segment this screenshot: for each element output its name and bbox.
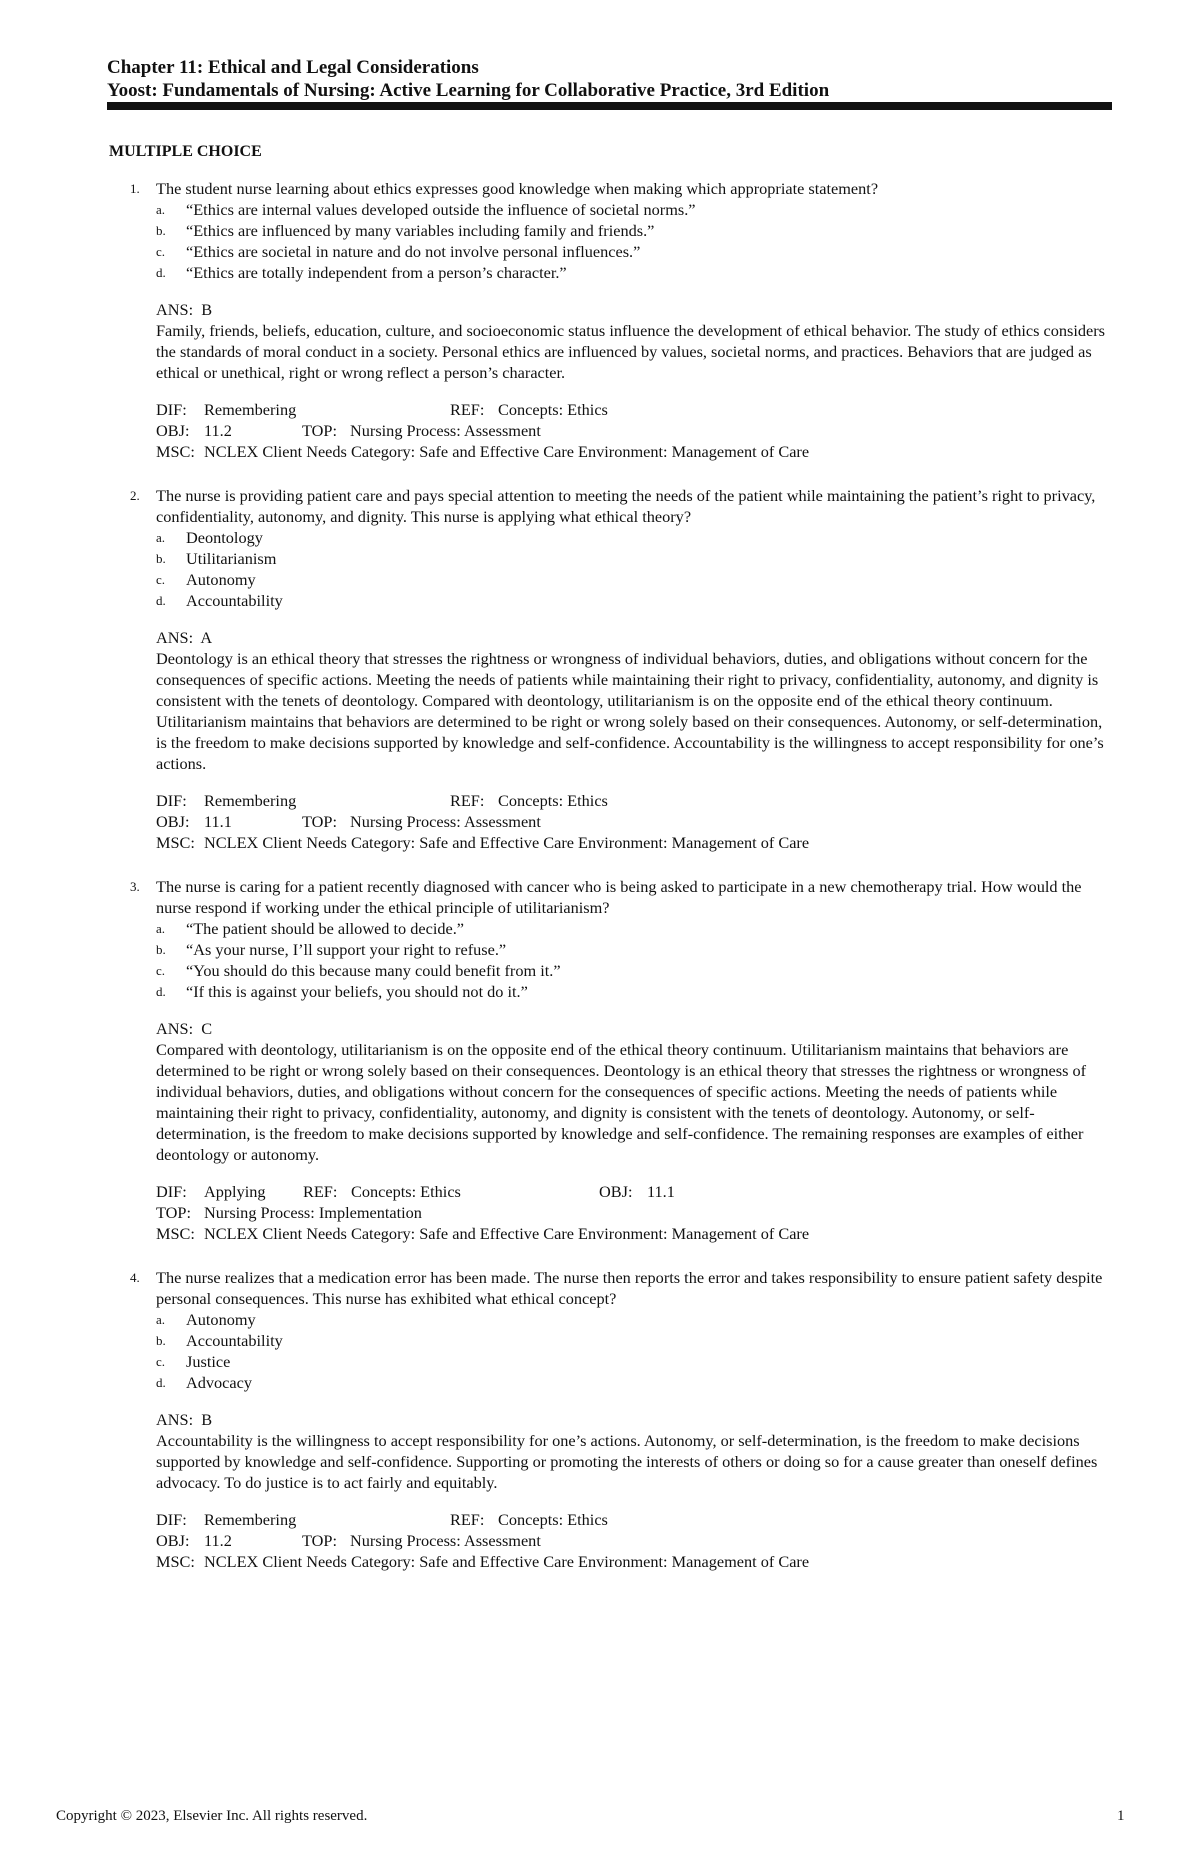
question-number: 4. [130,1270,140,1285]
top-value: Nursing Process: Assessment [350,812,541,831]
question-4 [130,1267,1110,1572]
question-metadata [156,399,1110,462]
top-label: TOP: [302,1531,337,1550]
book-title: Yoost: Fundamentals of Nursing: Active Learning for Collaborative Practice, 3rd Edition [107,80,830,101]
option-a [156,1309,1110,1330]
top-label: TOP: [156,1203,191,1222]
ref-value: Concepts: Ethics [351,1182,461,1201]
msc-value: NCLEX Client Needs Category: Safe and Effective Care Environment: Management of Care [204,442,810,461]
option-a [156,918,1110,939]
page-header [107,56,1112,102]
option-letter: a. [156,530,166,545]
msc-label: MSC: [156,833,195,852]
obj-label: OBJ: [156,421,190,440]
option-b [156,939,1110,960]
option-text: “As your nurse, I’ll support your right to refuse.” [186,940,507,959]
obj-label: OBJ: [156,1531,190,1550]
option-text: “Ethics are totally independent from a person’s character.” [186,263,567,282]
answer-label: ANS: [156,1410,194,1429]
question-number: 3. [130,879,140,894]
option-letter: a. [156,202,166,217]
option-b [156,548,1110,569]
option-list [156,199,1110,283]
top-value: Nursing Process: Assessment [350,421,541,440]
msc-label: MSC: [156,1224,195,1243]
option-b [156,1330,1110,1351]
question-stem: The nurse is providing patient care and pays special attention to meeting the needs of the patient while maintaining the patient’s right to privacy, confidentiality, autonomy, and dignity. This nurse is applying what ethical theory? [156,486,1096,526]
option-list [156,1309,1110,1393]
option-c [156,1351,1110,1372]
page-number: 1 [1117,1808,1125,1824]
option-letter: b. [156,551,166,566]
answer-value: C [201,1019,213,1038]
ref-value: Concepts: Ethics [498,791,608,810]
answer-value: A [200,628,213,647]
msc-value: NCLEX Client Needs Category: Safe and Effective Care Environment: Management of Care [204,1552,810,1571]
question-3 [130,876,1110,1244]
question-2 [130,485,1110,853]
answer-line [156,1409,1110,1430]
rationale: Compared with deontology, utilitarianism is on the opposite end of the ethical theory continuum. Utilitarianism maintains that behaviors are determined to be right or wrong solely based on their consequences. Deontology is an ethical theory that stresses the rightness or wrongness of individual behaviors, duties, and obligations without concern for the consequences of specific actions. Meeting the needs of patients while maintaining their right to privacy, confidentiality, autonomy, and dignity is consistent with the tenets of deontology. Autonomy, or self-determination, is the freedom to make decisions supported by knowledge and self-confidence. The remaining responses are examples of either deontology or autonomy. [156,1040,1087,1164]
option-d [156,981,1110,1002]
obj-value: 11.1 [204,812,232,831]
option-text: “You should do this because many could benefit from it.” [186,961,561,980]
answer-label: ANS: [156,300,194,319]
option-letter: c. [156,1354,166,1369]
top-value: Nursing Process: Assessment [350,1531,541,1550]
option-text: Autonomy [186,570,256,589]
obj-label: OBJ: [156,812,190,831]
dif-label: DIF: [156,791,187,810]
question-stem: The student nurse learning about ethics expresses good knowledge when making which appropriate statement? [156,179,879,198]
option-letter: d. [156,593,166,608]
option-list [156,918,1110,1002]
rationale: Family, friends, beliefs, education, culture, and socioeconomic status influence the development of ethical behavior. The study of ethics considers the standards of moral conduct in a society. Personal ethics are influenced by values, societal norms, and practices. Behaviors that are judged as ethical or unethical, right or wrong reflect a person’s character. [156,321,1106,382]
answer-line [156,627,1110,648]
answer-value: B [201,300,213,319]
chapter-title: Chapter 11: Ethical and Legal Considerations [107,57,479,78]
msc-value: NCLEX Client Needs Category: Safe and Effective Care Environment: Management of Care [204,1224,810,1243]
option-letter: c. [156,963,166,978]
msc-label: MSC: [156,442,195,461]
ref-label: REF: [303,1182,338,1201]
question-list [130,178,1110,1595]
option-text: Accountability [186,1331,283,1350]
option-c [156,960,1110,981]
option-text: Autonomy [186,1310,256,1329]
obj-value: 11.2 [204,1531,232,1550]
option-a [156,199,1110,220]
section-title: MULTIPLE CHOICE [109,143,262,160]
option-c [156,569,1110,590]
option-text: Accountability [186,591,283,610]
option-text: “Ethics are internal values developed outside the influence of societal norms.” [186,200,696,219]
obj-label: OBJ: [599,1182,633,1201]
option-text: “Ethics are influenced by many variables including family and friends.” [186,221,655,240]
dif-value: Remembering [204,1510,297,1529]
ref-label: REF: [450,791,485,810]
dif-value: Applying [204,1182,266,1201]
top-label: TOP: [302,812,337,831]
option-text: Deontology [186,528,263,547]
obj-value: 11.2 [204,421,232,440]
rationale: Deontology is an ethical theory that stresses the rightness or wrongness of individual behaviors, duties, and obligations without concern for the consequences of specific actions. Meeting the needs of patients while maintaining their right to privacy, confidentiality, autonomy, and dignity is consistent with the tenets of deontology. Compared with deontology, utilitarianism is on the opposite end of the ethical theory continuum. Utilitarianism maintains that behaviors are determined to be right or wrong solely based on their consequences. Autonomy, or self-determination, is the freedom to make decisions supported by knowledge and self-confidence. Accountability is the willingness to accept responsibility for one’s actions. [156,649,1104,773]
option-a [156,527,1110,548]
option-text: “If this is against your beliefs, you should not do it.” [186,982,528,1001]
option-d [156,590,1110,611]
answer-line [156,299,1110,320]
msc-label: MSC: [156,1552,195,1571]
question-stem: The nurse is caring for a patient recently diagnosed with cancer who is being asked to participate in a new chemotherapy trial. How would the nurse respond if working under the ethical principle of utilitarianism? [156,877,1082,917]
question-number: 1. [130,181,140,196]
question-metadata [156,1181,1110,1244]
answer-value: B [201,1410,213,1429]
option-text: Utilitarianism [186,549,277,568]
ref-value: Concepts: Ethics [498,1510,608,1529]
option-letter: b. [156,223,166,238]
question-1 [130,178,1110,462]
option-d [156,262,1110,283]
answer-label: ANS: [156,628,194,647]
copyright-notice: Copyright © 2023, Elsevier Inc. All rights reserved. [56,1808,368,1824]
option-text: “Ethics are societal in nature and do not involve personal influences.” [186,242,641,261]
dif-label: DIF: [156,400,187,419]
option-letter: b. [156,1333,166,1348]
obj-value: 11.1 [647,1182,675,1201]
option-letter: d. [156,265,166,280]
option-text: Advocacy [186,1373,252,1392]
dif-label: DIF: [156,1182,187,1201]
top-label: TOP: [302,421,337,440]
question-metadata [156,790,1110,853]
header-rule [107,102,1112,110]
msc-value: NCLEX Client Needs Category: Safe and Effective Care Environment: Management of Care [204,833,810,852]
option-b [156,220,1110,241]
option-text: Justice [186,1352,231,1371]
option-letter: b. [156,942,166,957]
ref-label: REF: [450,1510,485,1529]
option-letter: d. [156,984,166,999]
option-letter: c. [156,572,166,587]
rationale: Accountability is the willingness to accept responsibility for one’s actions. Autonomy, or self-determination, is the freedom to make decisions supported by knowledge and self-confidence. Supporting or promoting the interests of others or doing so for a cause greater than oneself defines advocacy. To do justice is to act fairly and equitably. [156,1431,1098,1492]
answer-label: ANS: [156,1019,194,1038]
option-list [156,527,1110,611]
dif-value: Remembering [204,400,297,419]
question-metadata [156,1509,1110,1572]
option-letter: c. [156,244,166,259]
dif-label: DIF: [156,1510,187,1529]
option-d [156,1372,1110,1393]
option-letter: d. [156,1375,166,1390]
option-letter: a. [156,1312,166,1327]
dif-value: Remembering [204,791,297,810]
answer-line [156,1018,1110,1039]
ref-label: REF: [450,400,485,419]
option-letter: a. [156,921,166,936]
ref-value: Concepts: Ethics [498,400,608,419]
option-text: “The patient should be allowed to decide.” [186,919,465,938]
top-value: Nursing Process: Implementation [204,1203,422,1222]
question-number: 2. [130,488,140,503]
question-stem: The nurse realizes that a medication error has been made. The nurse then reports the error and takes responsibility to ensure patient safety despite personal consequences. This nurse has exhibited what ethical concept? [156,1268,1103,1308]
option-c [156,241,1110,262]
